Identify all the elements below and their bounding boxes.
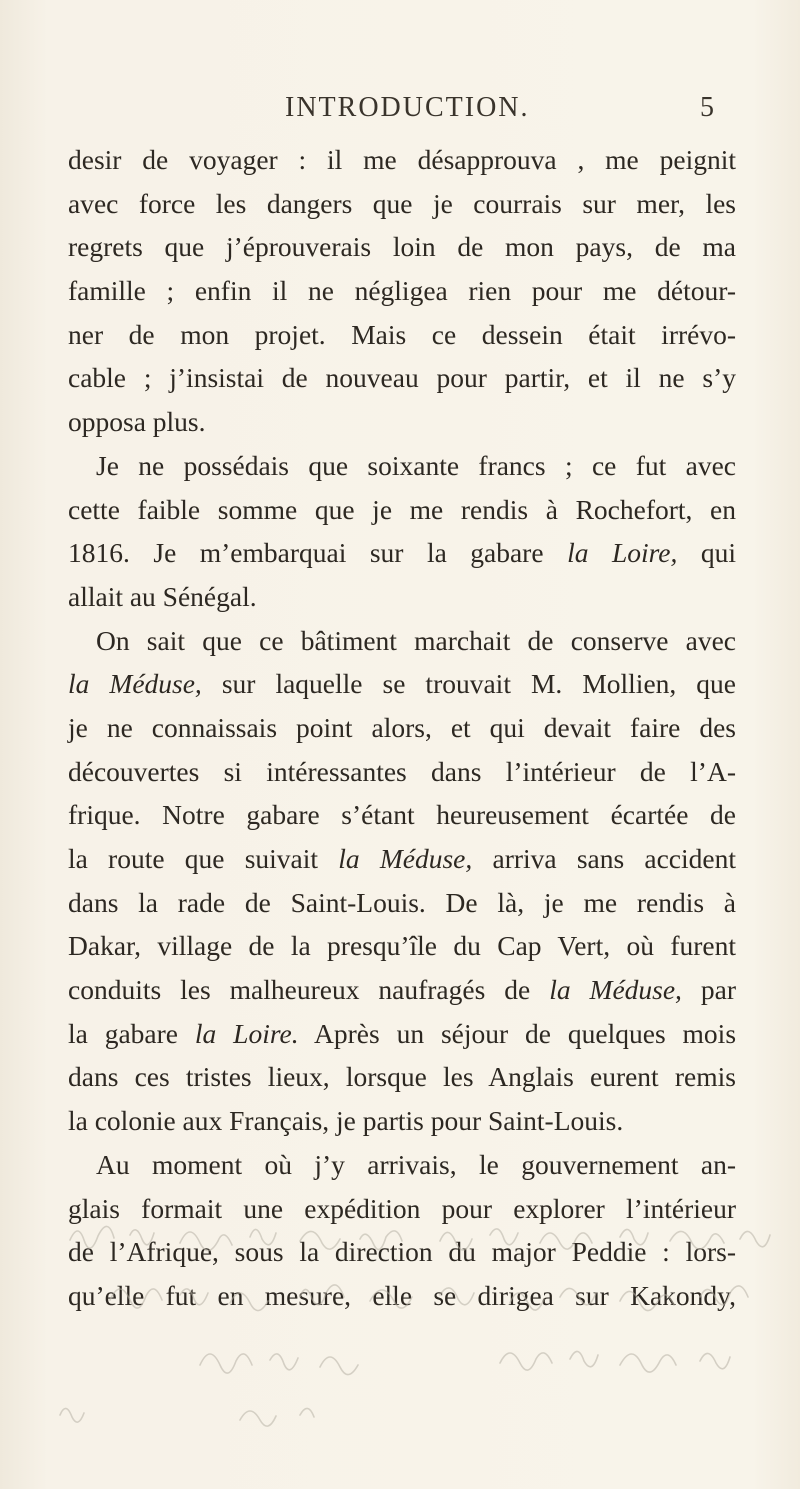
- text-line: cette faible somme que je me rendis à Rochefort, en: [68, 493, 736, 525]
- text-line: frique. Notre gabare s’étant heureusement écartée de: [68, 799, 736, 831]
- text-segment: la route que suivait: [68, 843, 319, 874]
- text-line: je ne connaissais point alors, et qui devait faire des: [68, 711, 736, 743]
- text-line: [68, 968, 736, 1012]
- text-line: [68, 1012, 736, 1056]
- text-line: famille ; enfin il ne négligea rien pour me détour-: [68, 275, 736, 307]
- text-segment: Après un séjour de quelques mois: [314, 1017, 737, 1049]
- text-line: [68, 837, 736, 881]
- text-line: Au moment où j’y arrivais, le gouvernement an-: [96, 1148, 736, 1180]
- text-line: la colonie aux Français, je partis pour Saint-Louis.: [68, 1105, 624, 1137]
- ship-name: la Méduse,: [338, 843, 473, 874]
- text-line: avec force les dangers que je courrais sur mer, les: [68, 187, 736, 219]
- ship-name: la Méduse,: [549, 974, 682, 1006]
- text-segment: conduits les malheureux naufragés de: [68, 974, 531, 1006]
- text-line: de l’Afrique, sous la direction du major Peddie : lors-: [68, 1236, 736, 1268]
- text-line: qu’elle fut en mesure, elle se dirigea sur Kakondy,: [68, 1279, 736, 1311]
- page-header: [0, 92, 800, 132]
- text-line: dans ces tristes lieux, lorsque les Anglais eurent remis: [68, 1061, 736, 1093]
- text-segment: sur laquelle se trouvait M. Mollien, que: [221, 668, 736, 700]
- ship-name: la Méduse,: [68, 668, 202, 700]
- text-line: opposa plus.: [68, 406, 206, 438]
- text-line: On sait que ce bâtiment marchait de conserve avec: [96, 624, 736, 656]
- text-line: glais formait une expédition pour explorer l’intérieur: [68, 1192, 736, 1224]
- text-line: [68, 531, 736, 575]
- text-line: cable ; j’insistai de nouveau pour partir, et il ne s’y: [68, 362, 736, 394]
- text-line: allait au Sénégal.: [68, 580, 257, 612]
- text-line: Je ne possédais que soixante francs ; ce fut avec: [96, 449, 736, 481]
- text-line: Dakar, village de la presqu’île du Cap Vert, où furent: [68, 930, 736, 962]
- text-line: découvertes si intéressantes dans l’intérieur de l’A-: [68, 755, 736, 787]
- running-title: INTRODUCTION.: [285, 92, 530, 123]
- text-line: ner de mon projet. Mais ce dessein était irrévo-: [68, 318, 736, 350]
- text-segment: qui: [700, 537, 737, 569]
- text-line: [68, 662, 736, 706]
- ship-name: la Loire.: [194, 1017, 299, 1049]
- body-text: [68, 138, 736, 1318]
- text-segment: par: [700, 974, 737, 1006]
- text-segment: la gabare: [68, 1017, 179, 1049]
- text-line: dans la rade de Saint-Louis. De là, je me rendis à: [68, 886, 736, 918]
- text-line: regrets que j’éprouverais loin de mon pays, de ma: [68, 231, 736, 263]
- text-segment: arriva sans accident: [492, 843, 736, 874]
- text-line: desir de voyager : il me désapprouva , me peignit: [68, 144, 736, 175]
- text-segment: 1816. Je m’embarquai sur la gabare: [68, 537, 544, 569]
- ship-name: la Loire,: [567, 537, 678, 569]
- page-number: 5: [700, 92, 714, 123]
